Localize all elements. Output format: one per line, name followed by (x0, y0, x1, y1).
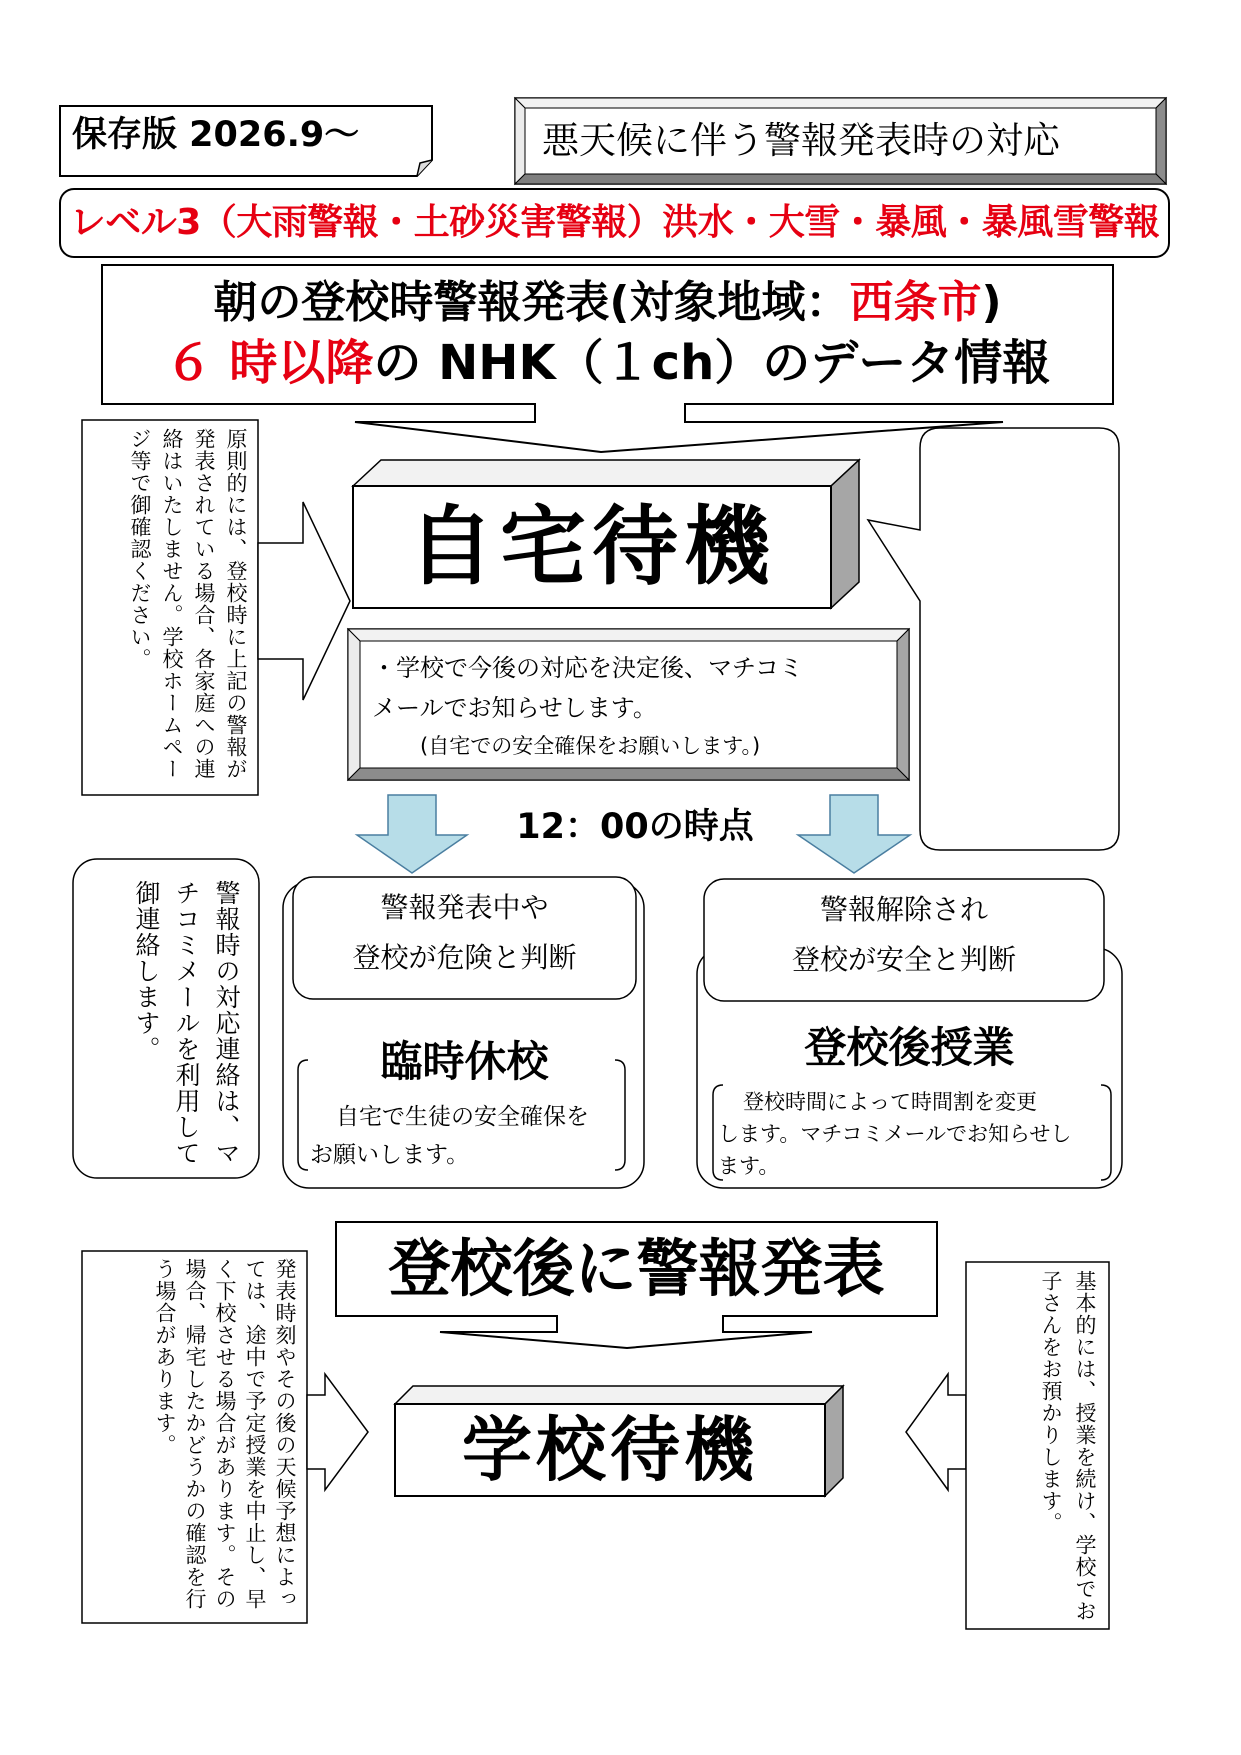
safe-detail-line3: ます。 (718, 1154, 780, 1178)
target-city: 西条市 (849, 277, 982, 328)
danger-detail-line2: お願いします。 (310, 1142, 470, 1168)
edition-label: 保存版 2026.9～ (72, 115, 360, 155)
left-note-bottom: 発表時刻やその後の天候予想によっては、途中で予定授業を中止し、早く下校させる場合があります。その場合、帰宅したかどうかの確認を行う場合があります。 (153, 1258, 297, 1610)
down-arrow-right (798, 795, 910, 873)
right-arrow-bottom (307, 1374, 368, 1490)
nhk-info-line (102, 330, 1113, 396)
left-note-top: 原則的には、登校時に上記の警報が発表されている場合、各家庭への連絡はいたしません。学校ホームページ等で御確認ください。 (128, 428, 248, 780)
morning-heading-pre: 朝の登校時警報発表(対象地域： (213, 277, 850, 328)
nhk-info-text: の NHK（１ch）のデータ情報 (373, 335, 1051, 391)
home-wait-note-line3: (自宅での安全確保をお願いします。) (420, 734, 761, 758)
school-wait-title: 学校待機 (462, 1409, 758, 1491)
temporary-closure: 臨時休校 (380, 1037, 549, 1086)
morning-warning-heading (102, 272, 1113, 334)
home-wait-note-line2: メールでお知らせします。 (372, 694, 657, 722)
danger-condition-line2: 登校が危険と判断 (352, 941, 577, 974)
right-arrow-top (258, 502, 350, 700)
morning-heading-post: ) (981, 277, 1002, 328)
danger-condition-line1: 警報発表中や (380, 891, 549, 924)
classes-after-arrival: 登校後授業 (804, 1023, 1015, 1072)
right-note-bottom: 基本的には、授業を続け、学校でお子さんをお預かりします。 (1039, 1270, 1097, 1622)
page-title: 悪天候に伴う警報発表時の対応 (542, 119, 1060, 162)
down-arrow-left (357, 795, 467, 873)
left-arrow-bottom (906, 1374, 966, 1490)
left-note-mid: 警報時の対応連絡は、マチコミメールを利用して御連絡します。 (132, 880, 241, 1166)
home-wait-title: 自宅待機 (408, 497, 776, 597)
danger-detail-line1: 自宅で生徒の安全確保を (336, 1104, 589, 1130)
after-arrival-warning: 登校後に警報発表 (388, 1232, 885, 1305)
home-wait-note-line1: ・学校で今後の対応を決定後、マチコミ (372, 654, 804, 682)
noon-checkpoint: 12：00の時点 (516, 807, 754, 847)
safe-detail-line1: 登校時間によって時間割を変更 (743, 1090, 1037, 1114)
start-time: ６ 時以降 (164, 335, 374, 391)
safe-condition-line1: 警報解除され (819, 893, 988, 926)
safe-detail-line2: します。マチコミメールでお知らせし (718, 1122, 1072, 1146)
safe-condition-line2: 登校が安全と判断 (791, 943, 1016, 976)
warning-level: レベル3（大雨警報・土砂災害警報）洪水・大雪・暴風・暴風雪警報 (69, 202, 1160, 243)
